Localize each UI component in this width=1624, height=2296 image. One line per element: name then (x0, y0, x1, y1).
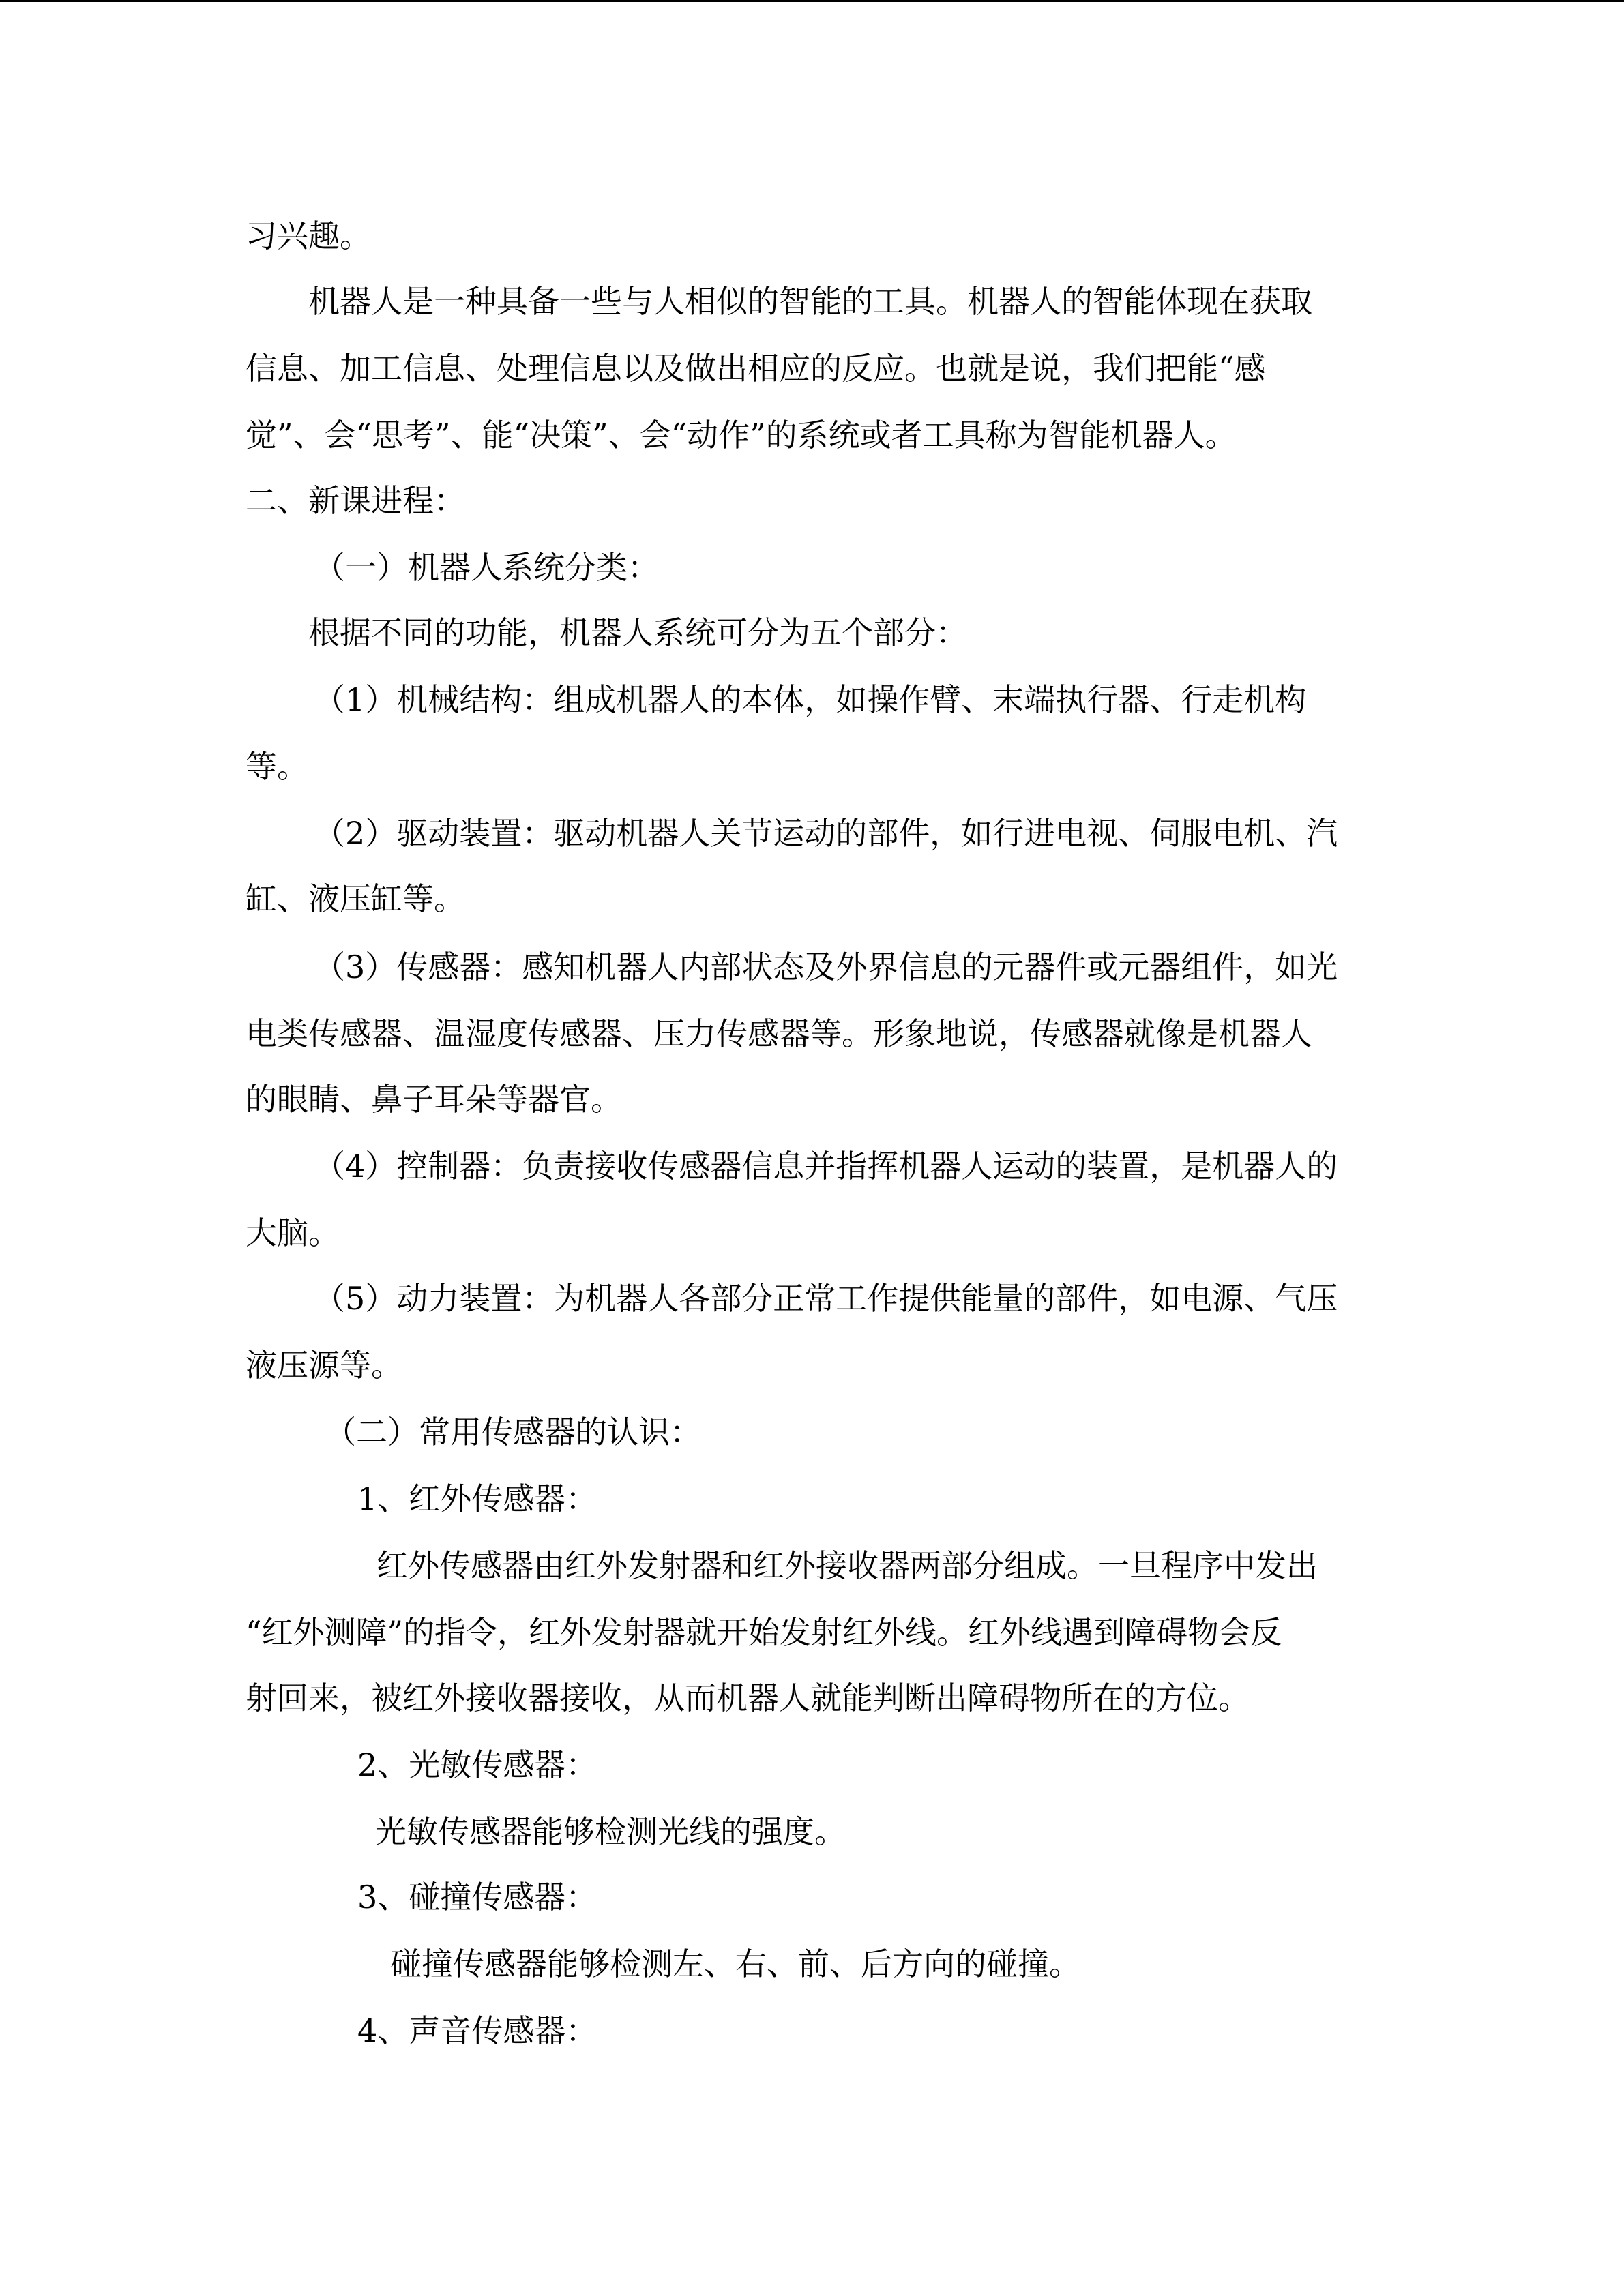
paragraph-infrared-line-2: “红外测障”的指令，红外发射器就开始发射红外线。红外线遇到障碍物会反 (246, 1614, 1282, 1651)
list-item-sensor-line-2: 电类传感器、温湿度传感器、压力传感器等。形象地说，传感器就像是机器人 (246, 1015, 1312, 1052)
list-item-sensor-line-3: 的眼睛、鼻子耳朵等器官。 (246, 1081, 622, 1118)
subsection-heading-system-classification: （一）机器人系统分类： (314, 549, 659, 586)
list-item-mechanical-structure-line-2: 等。 (246, 748, 308, 785)
list-item-power-device-line-1: （5）动力装置：为机器人各部分正常工作提供能量的部件，如电源、气压 (314, 1280, 1338, 1317)
sensor-heading-photosensitive: 2、光敏传感器： (357, 1746, 597, 1783)
paragraph-infrared-line-1: 红外传感器由红外发射器和红外接收器两部分组成。一旦程序中发出 (377, 1547, 1318, 1584)
sensor-heading-infrared: 1、红外传感器： (357, 1480, 597, 1517)
list-item-controller-line-2: 大脑。 (246, 1214, 340, 1251)
paragraph-robot-definition-line-1: 机器人是一种具备一些与人相似的智能的工具。机器人的智能体现在获取 (308, 283, 1312, 320)
list-item-power-device-line-2: 液压源等。 (246, 1347, 402, 1384)
list-item-drive-device-line-1: （2）驱动装置：驱动机器人关节运动的部件，如行进电视、伺服电机、汽 (314, 815, 1338, 852)
sensor-heading-sound: 4、声音传感器： (357, 2012, 597, 2049)
list-item-sensor-line-1: （3）传感器：感知机器人内部状态及外界信息的元器件或元器组件，如光 (314, 949, 1338, 985)
list-item-mechanical-structure-line-1: （1）机械结构：组成机器人的本体，如操作臂、末端执行器、行走机构 (314, 681, 1307, 718)
paragraph-photosensitive: 光敏传感器能够检测光线的强度。 (375, 1813, 846, 1850)
subsection-heading-common-sensors: （二）常用传感器的认识： (325, 1414, 701, 1450)
list-item-controller-line-1: （4）控制器：负责接收传感器信息并指挥机器人运动的装置，是机器人的 (314, 1148, 1338, 1184)
text-line-continuation: 习兴趣。 (246, 218, 371, 254)
paragraph-robot-definition-line-2: 信息、加工信息、处理信息以及做出相应的反应。也就是说，我们把能“感 (246, 350, 1266, 387)
section-heading-new-lesson: 二、新课进程： (246, 482, 465, 519)
top-border-rule (0, 0, 1624, 2)
list-item-drive-device-line-2: 缸、液压缸等。 (246, 880, 465, 917)
paragraph-robot-definition-line-3: 觉”、会“思考”、能“决策”、会“动作”的系统或者工具称为智能机器人。 (246, 417, 1237, 453)
paragraph-infrared-line-3: 射回来，被红外接收器接收，从而机器人就能判断出障碍物所在的方位。 (246, 1680, 1250, 1716)
paragraph-five-parts-intro: 根据不同的功能，机器人系统可分为五个部分： (308, 614, 967, 651)
sensor-heading-collision: 3、碰撞传感器： (357, 1879, 597, 1915)
paragraph-collision: 碰撞传感器能够检测左、右、前、后方向的碰撞。 (390, 1945, 1080, 1982)
